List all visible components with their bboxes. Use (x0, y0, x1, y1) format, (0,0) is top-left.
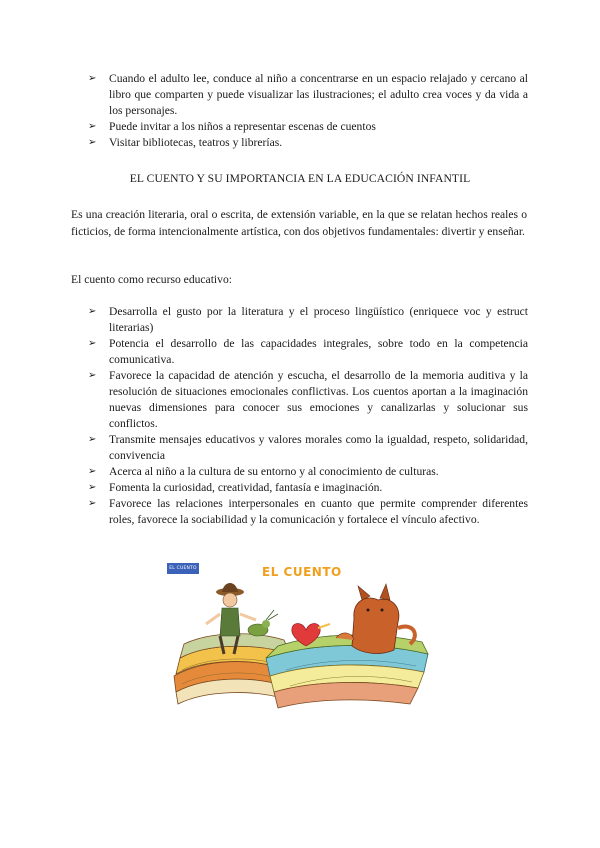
arrow-bullet-icon: ➢ (88, 73, 97, 84)
list-item: ➢ Cuando el adulto lee, conduce al niño a concentrarse en un espacio relajado y cercano al libro que comparten y puede visualizar las ilustraciones; el adulto crea voces y da vida a los personajes. (88, 72, 528, 117)
list-item: ➢ Desarrolla el gusto por la literatura y el proceso lingüístico (enriquece voc y estruct literarias) (88, 305, 528, 334)
section-heading: EL CUENTO Y SU IMPORTANCIA EN LA EDUCACIÓN INFANTIL (129, 172, 471, 185)
arrow-bullet-icon: ➢ (88, 338, 97, 349)
subtitle-paragraph: El cuento como recurso educativo: (71, 273, 232, 286)
illustration-title: EL CUENTO (262, 565, 342, 579)
arrow-bullet-icon: ➢ (88, 370, 97, 381)
grasshopper-character (248, 610, 278, 636)
right-book-stack (266, 635, 428, 708)
arrow-bullet-icon: ➢ (88, 306, 97, 317)
list-item: ➢ Favorece las relaciones interpersonales en cuanto que permite comprender diferentes roles, favorece la sociabilidad y la comunicación y fortalece el vínculo afectivo. (88, 497, 528, 526)
list-item: ➢ Puede invitar a los niños a representar escenas de cuentos (88, 120, 376, 133)
illustration-badge: EL CUENTO (167, 563, 199, 574)
list-item: ➢ Acerca al niño a la cultura de su entorno y al conocimiento de culturas. (88, 465, 439, 478)
intro-paragraph: Es una creación literaria, oral o escrita, de extensión variable, en la que se relatan hechos reales o ficticios, de forma intencionalmente artística, con dos objetivos fundamentales: divertir y enseñar. (71, 208, 527, 238)
list-item: ➢ Potencia el desarrollo de las capacidades integrales, sobre todo en la competencia comunicativa. (88, 337, 528, 366)
list-item: ➢ Transmite mensajes educativos y valores morales como la igualdad, respeto, solidaridad, convivencia (88, 433, 528, 462)
top-bullet-list (88, 71, 528, 151)
arrow-bullet-icon: ➢ (88, 137, 97, 148)
storybook-illustration (166, 558, 446, 718)
main-bullet-list (88, 304, 528, 528)
arrow-bullet-icon: ➢ (88, 434, 97, 445)
arrow-bullet-icon: ➢ (88, 466, 97, 477)
list-item: ➢ Visitar bibliotecas, teatros y librerías. (88, 136, 283, 149)
arrow-bullet-icon: ➢ (88, 498, 97, 509)
list-item: ➢ Fomenta la curiosidad, creatividad, fantasía e imaginación. (88, 481, 383, 494)
arrow-bullet-icon: ➢ (88, 121, 97, 132)
list-item: ➢ Favorece la capacidad de atención y escucha, el desarrollo de la memoria auditiva y la resolución de situaciones emocionales conflictivas. Los cuentos aportan a la imaginación nuevas dimensiones para conocer sus emociones y canalizarlas y solucionar sus conflictos. (88, 369, 528, 430)
arrow-bullet-icon: ➢ (88, 482, 97, 493)
